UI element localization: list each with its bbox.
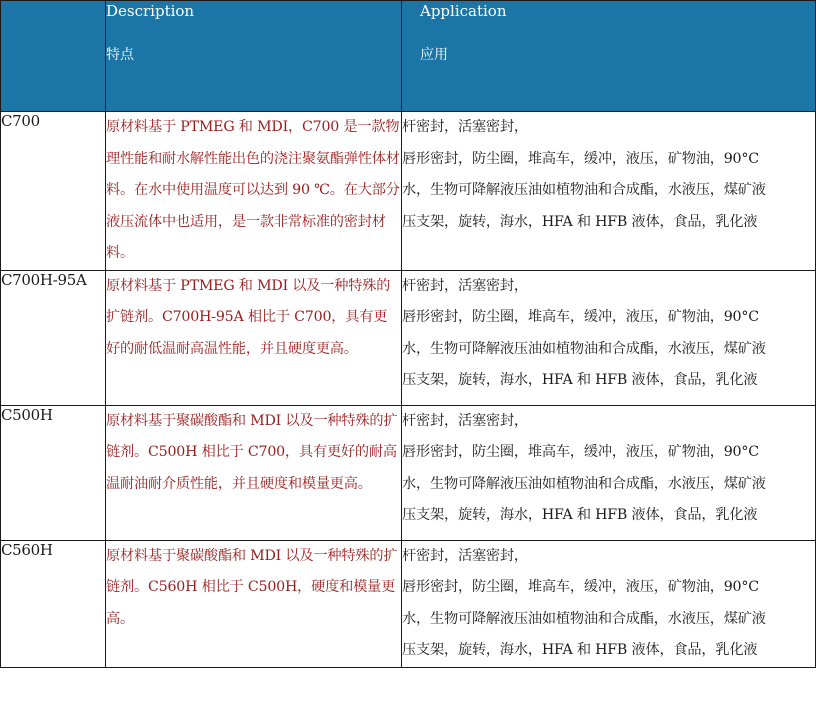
table-row: [1, 540, 816, 667]
application-line: 压支架，旋转，海水，HFA 和 HFB 液体，食品，乳化液: [402, 642, 758, 658]
header-description-cell: [106, 1, 402, 112]
application-line: 杆密封，活塞密封，: [402, 547, 528, 564]
model-application: [402, 405, 816, 540]
application-line: 压支架，旋转，海水，HFA 和 HFB 液体，食品，乳化液: [402, 507, 758, 523]
application-line: 唇形密封，防尘圈，堆高车，缓冲，液压，矿物油，90°C: [402, 444, 759, 460]
table-row: [1, 270, 816, 405]
application-line: 水，生物可降解液压油如植物油和合成酯，水液压，煤矿液: [402, 182, 766, 198]
header-application-cell: [402, 1, 816, 112]
application-line: 杆密封，活塞密封，: [402, 412, 528, 429]
model-description: 原材料基于 PTMEG 和 MDI 以及一种特殊的扩链剂。C700H-95A 相比于 C700，具有更好的耐低温耐高温性能，并且硬度更高。: [106, 270, 402, 405]
model-application: [402, 540, 816, 667]
model-name: C500H: [1, 405, 106, 540]
model-description: 原材料基于聚碳酸酯和 MDI 以及一种特殊的扩链剂。C500H 相比于 C700，具有更好的耐高温耐油耐介质性能，并且硬度和模量更高。: [106, 405, 402, 540]
application-line: 压支架，旋转，海水，HFA 和 HFB 液体，食品，乳化液: [402, 213, 758, 230]
header-application-en: Application: [420, 2, 507, 20]
model-name: C700: [1, 112, 106, 271]
table-header-row: [1, 1, 816, 112]
header-description-en: Description: [106, 2, 195, 20]
model-application: [402, 112, 816, 271]
application-line: 压支架，旋转，海水，HFA 和 HFB 液体，食品，乳化液: [402, 372, 758, 388]
model-name: C700H-95A: [1, 270, 106, 405]
application-line: 水，生物可降解液压油如植物油和合成酯，水液压，煤矿液: [402, 610, 766, 627]
model-name: C560H: [1, 540, 106, 667]
header-model-cell: [1, 1, 106, 112]
application-line: 杆密封，活塞密封，: [402, 119, 528, 135]
application-line: 杆密封，活塞密封，: [402, 277, 528, 294]
table-row: [1, 112, 816, 271]
table-row: [1, 405, 816, 540]
model-description: 原材料基于聚碳酸酯和 MDI 以及一种特殊的扩链剂。C560H 相比于 C500H，硬度和模量更高。: [106, 540, 402, 667]
model-application: [402, 270, 816, 405]
application-line: 唇形密封，防尘圈，堆高车，缓冲，液压，矿物油，90°C: [402, 150, 759, 167]
model-description: 原材料基于 PTMEG 和 MDI，C700 是一款物理性能和耐水解性能出色的浇注聚氨酯弹性体材料。在水中使用温度可以达到 90 ℃。在大部分液压流体中也适用，是一款非常标准的密封材料。: [106, 112, 402, 271]
application-line: 唇形密封，防尘圈，堆高车，缓冲，液压，矿物油，90°C: [402, 309, 759, 325]
application-line: 水，生物可降解液压油如植物油和合成酯，水液压，煤矿液: [402, 340, 766, 357]
header-application-zh: 应用: [420, 47, 448, 63]
application-line: 唇形密封，防尘圈，堆高车，缓冲，液压，矿物油，90°C: [402, 579, 759, 595]
application-line: 水，生物可降解液压油如植物油和合成酯，水液压，煤矿液: [402, 475, 766, 492]
header-description-zh: 特点: [106, 47, 134, 63]
